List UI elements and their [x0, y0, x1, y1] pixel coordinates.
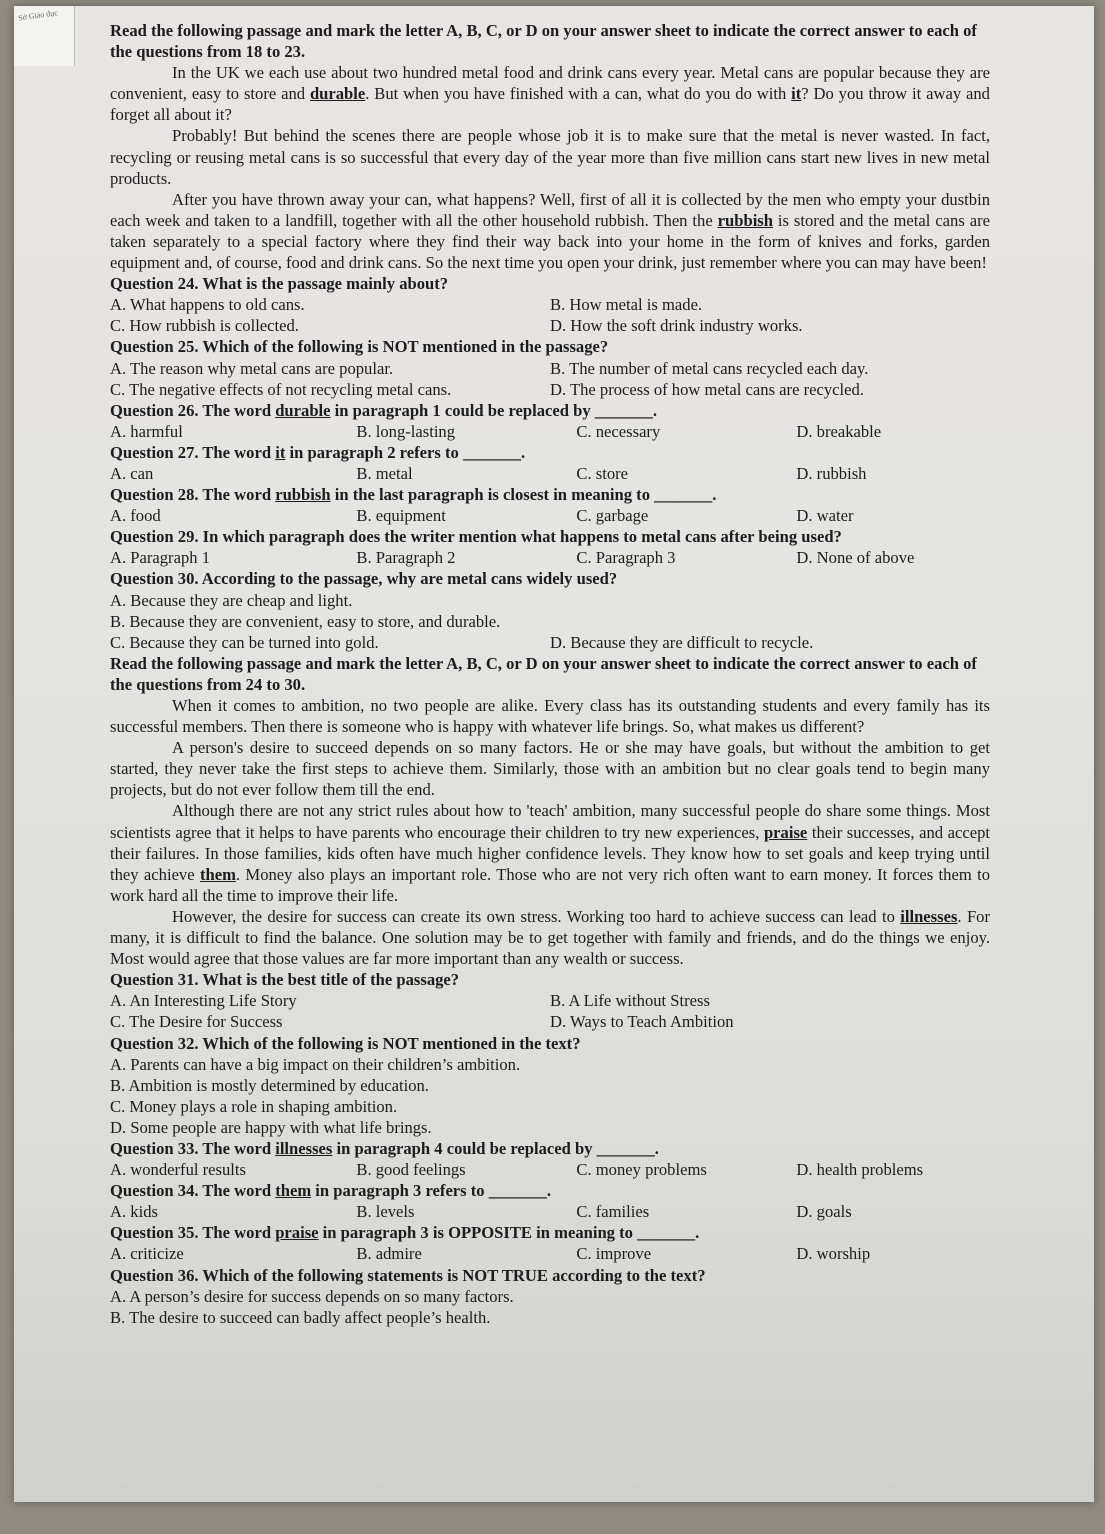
option-a: A. Because they are cheap and light.: [110, 590, 353, 610]
option-a: A. food: [110, 506, 161, 526]
option-d: D. water: [796, 506, 854, 526]
option-b: B. metal: [356, 463, 413, 483]
option-b: B. equipment: [356, 506, 446, 526]
option-b: B. good feelings: [356, 1160, 466, 1180]
options-27: [110, 463, 990, 484]
options-24-row1: [110, 294, 990, 315]
option-c: C. How rubbish is collected.: [110, 316, 299, 336]
option-d: D. How the soft drink industry works.: [550, 316, 803, 336]
keyword: it: [275, 442, 286, 462]
option-b: B. admire: [356, 1244, 422, 1264]
question-30: Question 30. According to the passage, why are metal cans widely used?: [110, 569, 618, 589]
options-35: [110, 1243, 990, 1264]
option-d: D. rubbish: [796, 463, 867, 483]
keyword: praise: [275, 1223, 319, 1243]
question-27: Question 27. The word it in paragraph 2 refers to _______.: [110, 442, 526, 462]
keyword: durable: [275, 400, 331, 420]
options-28: [110, 505, 990, 526]
passage1-paragraph3: After you have thrown away your can, what happens? Well, first of all it is collected by the men who empty your dustbin each week and taken to a landfill, together with all the other household rubbish. Then the rubbish is stored and the metal cans are taken separately to a special factory where they find their way back into your home in the form of knives and forks, garden equipment and, of course, food and drink cans. So the next time you open your drink, just remember where you can may have been!: [110, 189, 990, 273]
option-a: A. An Interesting Life Story: [110, 991, 297, 1011]
question-32: Question 32. Which of the following is NOT mentioned in the text?: [110, 1033, 581, 1053]
option-a: A. criticize: [110, 1244, 184, 1264]
option-d: D. worship: [796, 1244, 871, 1264]
question-29: Question 29. In which paragraph does the writer mention what happens to metal cans after being used?: [110, 527, 842, 547]
passage2-paragraph3: Although there are not any strict rules about how to 'teach' ambition, many successful people do share some things. Most scientists agree that it helps to have parents who encourage their children to try new experiences, praise their successes, and accept their failures. In those families, kids often have much higher confidence levels. They know how to set goals and keep trying until they achieve them. Money also plays an important role. Those who are not very rich often want to earn money. It forces them to work hard all the time to improve their life.: [110, 801, 990, 905]
options-29: [110, 547, 990, 568]
options-31-row2: [110, 1011, 990, 1032]
option-c: C. The Desire for Success: [110, 1012, 283, 1032]
option-c: C. Because they can be turned into gold.: [110, 632, 379, 652]
torn-corner: [14, 6, 75, 66]
option-d: D. Some people are happy with what life brings.: [110, 1117, 432, 1137]
option-c: C. money problems: [576, 1160, 707, 1180]
question-36: Question 36. Which of the following statements is NOT TRUE according to the text?: [110, 1265, 706, 1285]
option-b: B. levels: [356, 1202, 415, 1222]
option-a: A. What happens to old cans.: [110, 295, 305, 315]
option-c: C. necessary: [576, 421, 661, 441]
keyword-it: it: [791, 84, 802, 104]
question-26: Question 26. The word durable in paragraph 1 could be replaced by _______.: [110, 400, 658, 420]
option-b: B. Ambition is mostly determined by education.: [110, 1075, 429, 1095]
options-34: [110, 1201, 990, 1222]
options-24-row2: [110, 315, 990, 336]
question-33: Question 33. The word illnesses in paragraph 4 could be replaced by _______.: [110, 1138, 659, 1158]
options-25-row2: [110, 379, 990, 400]
option-a: A. Parents can have a big impact on their children’s ambition.: [110, 1054, 521, 1074]
corner-tab-text: Sở Giáo dục: [17, 8, 59, 23]
keyword-durable: durable: [309, 84, 366, 104]
section1-instruction: Read the following passage and mark the letter A, B, C, or D on your answer sheet to indicate the correct answer to each of the questions from 18 to 23.: [110, 21, 977, 62]
option-d: D. The process of how metal cans are recycled.: [550, 379, 864, 399]
option-b: B. long-lasting: [356, 421, 456, 441]
option-c: C. store: [576, 463, 629, 483]
option-d: D. breakable: [796, 421, 882, 441]
option-d: D. Because they are difficult to recycle.: [550, 632, 814, 652]
option-b: B. The number of metal cans recycled each day.: [550, 358, 869, 378]
option-a: A. The reason why metal cans are popular.: [110, 358, 394, 378]
option-c: C. families: [576, 1202, 650, 1222]
option-c: C. Paragraph 3: [576, 548, 676, 568]
section2-instruction: Read the following passage and mark the letter A, B, C, or D on your answer sheet to indicate the correct answer to each of the questions from 24 to 30.: [110, 653, 977, 694]
passage2-paragraph4: However, the desire for success can create its own stress. Working too hard to achieve success can lead to illnesses. For many, it is difficult to find the balance. One solution may be to get together with family and friends, and do the things we enjoy. Most would agree that those values are far more important than any wealth or success.: [110, 906, 990, 969]
question-31: Question 31. What is the best title of the passage?: [110, 970, 460, 990]
option-d: D. None of above: [796, 548, 915, 568]
option-a: A. can: [110, 463, 154, 483]
options-31-row1: [110, 990, 990, 1011]
question-35: Question 35. The word praise in paragraph 3 is OPPOSITE in meaning to _______.: [110, 1223, 700, 1243]
keyword-rubbish: rubbish: [717, 210, 773, 230]
keyword: them: [275, 1181, 312, 1201]
keyword-them: them: [199, 864, 236, 884]
option-b: B. A Life without Stress: [550, 991, 710, 1011]
passage2-paragraph2: A person's desire to succeed depends on so many factors. He or she may have goals, but without the ambition to get started, they never take the first steps to achieve them. Similarly, those with an ambition but no clear goals tend to begin many projects, but do not ever follow them till the end.: [110, 738, 990, 800]
option-a: A. kids: [110, 1202, 158, 1222]
passage2-paragraph1: When it comes to ambition, no two people are alike. Every class has its outstanding students and every family has its successful members. Then there is someone who is happy with whatever life brings. So, what makes us different?: [110, 696, 990, 737]
option-d: D. goals: [796, 1202, 852, 1222]
passage1-paragraph1: In the UK we each use about two hundred metal food and drink cans every year. Metal cans are popular because they are convenient, easy to store and durable. But when you have finished with a can, what do you do with it? Do you throw it away and forget all about it?: [110, 63, 990, 125]
question-28: Question 28. The word rubbish in the last paragraph is closest in meaning to _______.: [110, 485, 717, 505]
option-c: C. The negative effects of not recycling metal cans.: [110, 379, 452, 399]
option-b: B. Paragraph 2: [356, 548, 456, 568]
options-33: [110, 1159, 990, 1180]
option-b: B. Because they are convenient, easy to store, and durable.: [110, 611, 501, 631]
option-d: D. health problems: [796, 1160, 924, 1180]
option-d: D. Ways to Teach Ambition: [550, 1012, 734, 1032]
option-b: B. How metal is made.: [550, 295, 703, 315]
option-a: A. A person’s desire for success depends on so many factors.: [110, 1286, 514, 1306]
keyword: rubbish: [275, 485, 331, 505]
question-25: Question 25. Which of the following is NOT mentioned in the passage?: [110, 337, 609, 357]
passage1-paragraph2: Probably! But behind the scenes there are people whose job it is to make sure that the metal is never wasted. In fact, recycling or reusing metal cans is so successful that every day of the year more than five million cans start new lives in new metal products.: [110, 126, 990, 188]
option-a: A. harmful: [110, 421, 183, 441]
option-a: A. wonderful results: [110, 1160, 246, 1180]
keyword-illnesses: illnesses: [900, 906, 958, 926]
question-34: Question 34. The word them in paragraph 3 refers to _______.: [110, 1181, 551, 1201]
option-a: A. Paragraph 1: [110, 548, 210, 568]
option-c: C. improve: [576, 1244, 652, 1264]
exam-sheet: [14, 6, 1094, 1502]
exam-content: [110, 20, 990, 1328]
question-24: Question 24. What is the passage mainly about?: [110, 274, 449, 294]
options-30-row: [110, 632, 990, 653]
keyword-praise: praise: [763, 822, 808, 842]
option-c: C. Money plays a role in shaping ambition.: [110, 1096, 398, 1116]
option-c: C. garbage: [576, 506, 649, 526]
options-25-row1: [110, 358, 990, 379]
keyword: illnesses: [275, 1138, 333, 1158]
option-b: B. The desire to succeed can badly affect people’s health.: [110, 1307, 491, 1327]
options-26: [110, 421, 990, 442]
